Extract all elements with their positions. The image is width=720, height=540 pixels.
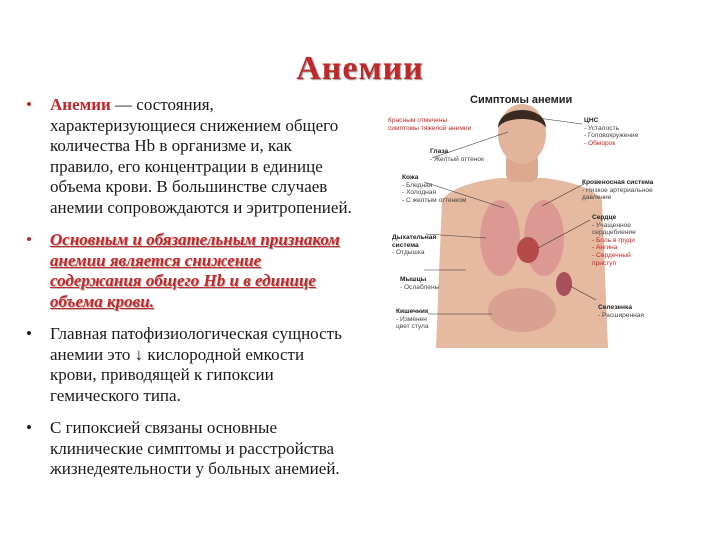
intestine-heading: Кишечник — [396, 308, 429, 315]
cns-label — [584, 117, 638, 147]
heart-item-4: - Ангина — [592, 244, 618, 252]
figure-title: Симптомы анемии — [470, 94, 573, 106]
anemia-symptoms-figure — [382, 88, 662, 348]
term-anemia: Анемии — [50, 95, 111, 114]
bullet-definition — [24, 95, 354, 218]
heart-item-5: - Сердечный — [592, 251, 631, 259]
cns-heading: ЦНС — [584, 117, 599, 124]
respiratory-label — [392, 234, 436, 257]
circulatory-item-2: давление — [582, 194, 612, 202]
bullet-marker: • — [26, 324, 32, 343]
cns-item-3: - Обморок — [584, 139, 616, 147]
skin-item-1: - Бледная — [402, 181, 433, 189]
bullet-list — [24, 95, 354, 492]
heart-shape — [517, 237, 539, 263]
respiratory-heading-1: Дыхательная — [392, 234, 437, 241]
heart-item-2: сердцебиение — [592, 229, 636, 237]
spleen-shape — [556, 272, 572, 296]
cns-item-2: - Головокружение — [584, 132, 639, 140]
severe-note-label — [388, 117, 471, 132]
bullet-hypoxia — [24, 418, 354, 480]
heart-heading: Сердце — [592, 214, 617, 221]
heart-item-1: - Учащенное — [592, 221, 631, 229]
bullet-pathophysiology — [24, 324, 354, 406]
heart-item-6: приступ — [592, 259, 617, 267]
eyes-item-1: - Желтый оттенок — [430, 155, 484, 163]
skin-item-2: - Холодная — [402, 189, 437, 197]
circulatory-heading: Кровеносная система — [582, 179, 654, 186]
hypoxia-text: С гипоксией связаны основные клинические симптомы и расстройства жизнедеятельности у больных анемией. — [50, 418, 340, 478]
skin-heading: Кожа — [402, 174, 419, 181]
main-sign-text: Основным и обязательным признаком анемии является снижение содержания общего Hb и в единице объема крови. — [50, 230, 340, 311]
bullet-main-sign — [24, 230, 354, 312]
muscles-heading: Мышцы — [400, 276, 427, 283]
respiratory-item-1: - Отдышка — [392, 249, 425, 257]
eyes-label — [430, 148, 484, 163]
intestine-item-2: цвет стула — [396, 323, 429, 331]
heart-item-3: - Боль в груди — [592, 236, 635, 244]
skin-item-3: - С желтым оттенком — [402, 196, 467, 204]
slide-title: Анемии — [296, 50, 424, 87]
muscles-item-1: - Ослаблены — [400, 283, 440, 291]
severe-note-line-2: симптомы тяжелой анемии — [388, 124, 472, 132]
intestine-label — [396, 308, 429, 331]
cns-item-1: - Усталость — [584, 124, 620, 132]
muscles-label — [400, 276, 439, 291]
bullet-marker: • — [26, 230, 32, 249]
circulatory-label — [582, 179, 653, 202]
heart-label — [592, 214, 636, 267]
skin-label — [402, 174, 466, 204]
intestine-item-1: - Изменен — [396, 315, 427, 323]
bullet-marker: • — [26, 418, 32, 437]
eyes-heading: Глаза — [430, 148, 449, 155]
spleen-heading: Селезенка — [598, 304, 633, 311]
intestines-shape — [488, 288, 556, 332]
definition-text: — состояния, характеризующиеся снижением общего количества Hb в организме и, как правило, его концентрации в единице объема крови. В большинстве случаев анемии сопровождаются и эритропенией. — [50, 95, 352, 217]
severe-note-line-1: Красным отмечены — [388, 117, 448, 124]
bullet-marker: • — [26, 95, 32, 114]
spleen-item-1: - Расширенная — [598, 311, 644, 319]
circulatory-item-1: - Низкое артериальное — [582, 186, 653, 194]
respiratory-heading-2: система — [392, 241, 419, 249]
spleen-label — [598, 304, 644, 319]
pathophysiology-text: Главная патофизиологическая сущность анемии это ↓ кислородной емкости крови, приводящей к гипоксии гемического типа. — [50, 324, 342, 405]
